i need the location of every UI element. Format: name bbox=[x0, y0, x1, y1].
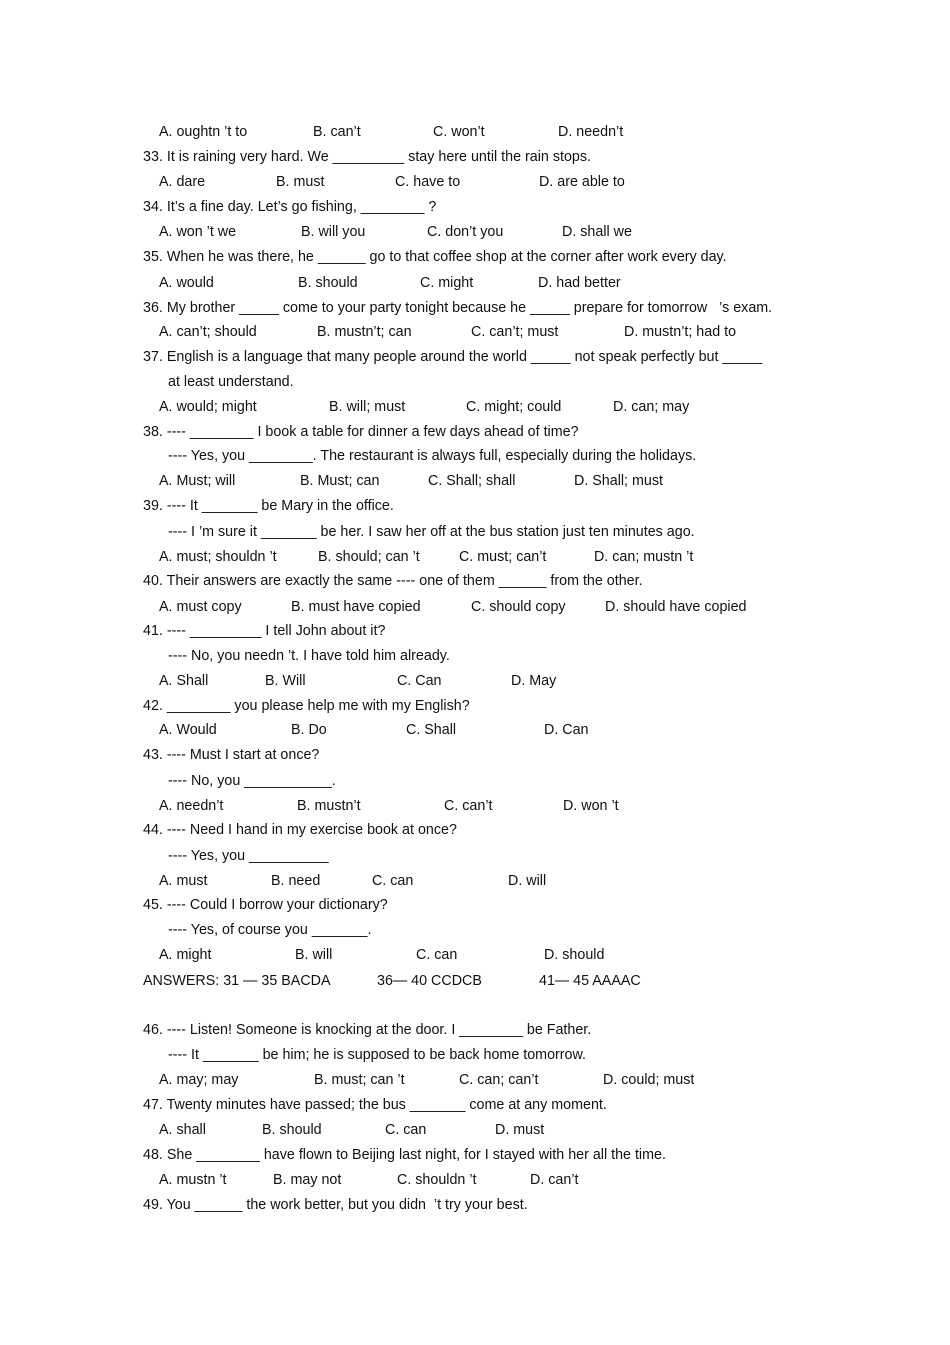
option-c: C. might bbox=[420, 275, 474, 291]
option-b: B. can’t bbox=[313, 124, 361, 140]
option-d: D. should have copied bbox=[605, 599, 747, 615]
question-41-reply: ---- No, you needn ’t. I have told him already. bbox=[168, 648, 450, 664]
option-c: C. have to bbox=[395, 174, 461, 190]
option-a: A. Must; will bbox=[159, 473, 236, 489]
option-d: D. had better bbox=[538, 275, 621, 291]
option-b: B. Do bbox=[291, 722, 327, 738]
option-a: A. might bbox=[159, 947, 212, 963]
option-a: A. oughtn ’t to bbox=[159, 124, 248, 140]
option-a: A. must copy bbox=[159, 599, 242, 615]
option-b: B. must have copied bbox=[291, 599, 421, 615]
question-46-reply: ---- It _______ be him; he is supposed to be back home tomorrow. bbox=[168, 1047, 587, 1063]
question-37: 37. English is a language that many people around the world _____ not speak perfectly but _____ bbox=[143, 349, 763, 365]
option-b: B. Must; can bbox=[300, 473, 380, 489]
option-a: A. may; may bbox=[159, 1072, 239, 1088]
option-c: C. can’t; must bbox=[471, 324, 559, 340]
option-b: B. should bbox=[298, 275, 358, 291]
question-41: 41. ---- _________ I tell John about it? bbox=[143, 623, 386, 639]
option-a: A. can’t; should bbox=[159, 324, 257, 340]
option-b: B. should bbox=[262, 1122, 322, 1138]
option-d: D. can; mustn ’t bbox=[594, 549, 694, 565]
option-b: B. Will bbox=[265, 673, 306, 689]
question-40: 40. Their answers are exactly the same ---- one of them ______ from the other. bbox=[143, 573, 643, 589]
option-d: D. May bbox=[511, 673, 557, 689]
option-a: A. would bbox=[159, 275, 214, 291]
option-a: A. dare bbox=[159, 174, 206, 190]
option-b: B. mustn’t; can bbox=[317, 324, 412, 340]
option-c: C. must; can’t bbox=[459, 549, 547, 565]
option-b: B. may not bbox=[273, 1172, 342, 1188]
option-a: A. would; might bbox=[159, 399, 257, 415]
option-d: D. could; must bbox=[603, 1072, 695, 1088]
question-49: 49. You ______ the work better, but you didn ’t try your best. bbox=[143, 1197, 528, 1213]
question-33: 33. It is raining very hard. We _________ stay here until the rain stops. bbox=[143, 149, 591, 165]
option-d: D. should bbox=[544, 947, 605, 963]
option-a: A. needn’t bbox=[159, 798, 224, 814]
question-38-reply: ---- Yes, you ________. The restaurant is always full, especially during the holidays. bbox=[168, 448, 697, 464]
option-b: B. must; can ’t bbox=[314, 1072, 405, 1088]
option-b: B. need bbox=[271, 873, 321, 889]
option-c: C. can bbox=[385, 1122, 427, 1138]
option-c: C. can’t bbox=[444, 798, 493, 814]
option-d: D. must bbox=[495, 1122, 545, 1138]
option-b: B. must bbox=[276, 174, 325, 190]
question-34: 34. It’s a fine day. Let’s go fishing, ________ ? bbox=[143, 199, 437, 215]
question-39-reply: ---- I ’m sure it _______ be her. I saw her off at the bus station just ten minutes ago. bbox=[168, 524, 695, 540]
option-c: C. shouldn ’t bbox=[397, 1172, 477, 1188]
option-b: B. mustn’t bbox=[297, 798, 361, 814]
question-45-reply: ---- Yes, of course you _______. bbox=[168, 922, 372, 938]
option-d: D. can; may bbox=[613, 399, 690, 415]
option-c: C. might; could bbox=[466, 399, 562, 415]
question-46: 46. ---- Listen! Someone is knocking at the door. I ________ be Father. bbox=[143, 1022, 592, 1038]
option-c: C. should copy bbox=[471, 599, 566, 615]
option-b: B. should; can ’t bbox=[318, 549, 420, 565]
option-d: D. are able to bbox=[539, 174, 625, 190]
answer-key: 36— 40 CCDCB bbox=[377, 973, 482, 989]
option-b: B. will; must bbox=[329, 399, 406, 415]
option-d: D. will bbox=[508, 873, 547, 889]
option-a: A. must bbox=[159, 873, 208, 889]
option-d: D. Can bbox=[544, 722, 589, 738]
question-43-reply: ---- No, you ___________. bbox=[168, 773, 336, 789]
option-b: B. will bbox=[295, 947, 333, 963]
answer-key: ANSWERS: 31 — 35 BACDA bbox=[143, 973, 331, 989]
option-d: D. won ’t bbox=[563, 798, 619, 814]
question-35: 35. When he was there, he ______ go to that coffee shop at the corner after work every day. bbox=[143, 249, 727, 265]
option-c: C. can bbox=[416, 947, 458, 963]
option-d: D. needn’t bbox=[558, 124, 624, 140]
option-d: D. shall we bbox=[562, 224, 632, 240]
option-a: A. Shall bbox=[159, 673, 209, 689]
question-38: 38. ---- ________ I book a table for dinner a few days ahead of time? bbox=[143, 424, 579, 440]
question-48: 48. She ________ have flown to Beijing last night, for I stayed with her all the time. bbox=[143, 1147, 666, 1163]
option-c: C. can; can’t bbox=[459, 1072, 539, 1088]
answer-key: 41— 45 AAAAC bbox=[539, 973, 641, 989]
option-a: A. mustn ’t bbox=[159, 1172, 227, 1188]
option-d: D. can’t bbox=[530, 1172, 579, 1188]
option-a: A. must; shouldn ’t bbox=[159, 549, 277, 565]
option-d: D. Shall; must bbox=[574, 473, 663, 489]
question-44-reply: ---- Yes, you __________ bbox=[168, 848, 329, 864]
question-37-cont: at least understand. bbox=[168, 374, 294, 390]
question-43: 43. ---- Must I start at once? bbox=[143, 747, 320, 763]
question-47: 47. Twenty minutes have passed; the bus _______ come at any moment. bbox=[143, 1097, 607, 1113]
question-39: 39. ---- It _______ be Mary in the office. bbox=[143, 498, 394, 514]
option-c: C. Shall; shall bbox=[428, 473, 516, 489]
option-c: C. Shall bbox=[406, 722, 457, 738]
option-c: C. can bbox=[372, 873, 414, 889]
option-a: A. shall bbox=[159, 1122, 206, 1138]
option-c: C. don’t you bbox=[427, 224, 504, 240]
question-42: 42. ________ you please help me with my English? bbox=[143, 698, 470, 714]
question-36: 36. My brother _____ come to your party tonight because he _____ prepare for tomorrow ’s exam. bbox=[143, 300, 773, 316]
option-c: C. Can bbox=[397, 673, 442, 689]
option-a: A. Would bbox=[159, 722, 217, 738]
option-c: C. won’t bbox=[433, 124, 485, 140]
option-d: D. mustn’t; had to bbox=[624, 324, 737, 340]
option-b: B. will you bbox=[301, 224, 366, 240]
option-a: A. won ’t we bbox=[159, 224, 237, 240]
question-45: 45. ---- Could I borrow your dictionary? bbox=[143, 897, 388, 913]
question-44: 44. ---- Need I hand in my exercise book at once? bbox=[143, 822, 457, 838]
